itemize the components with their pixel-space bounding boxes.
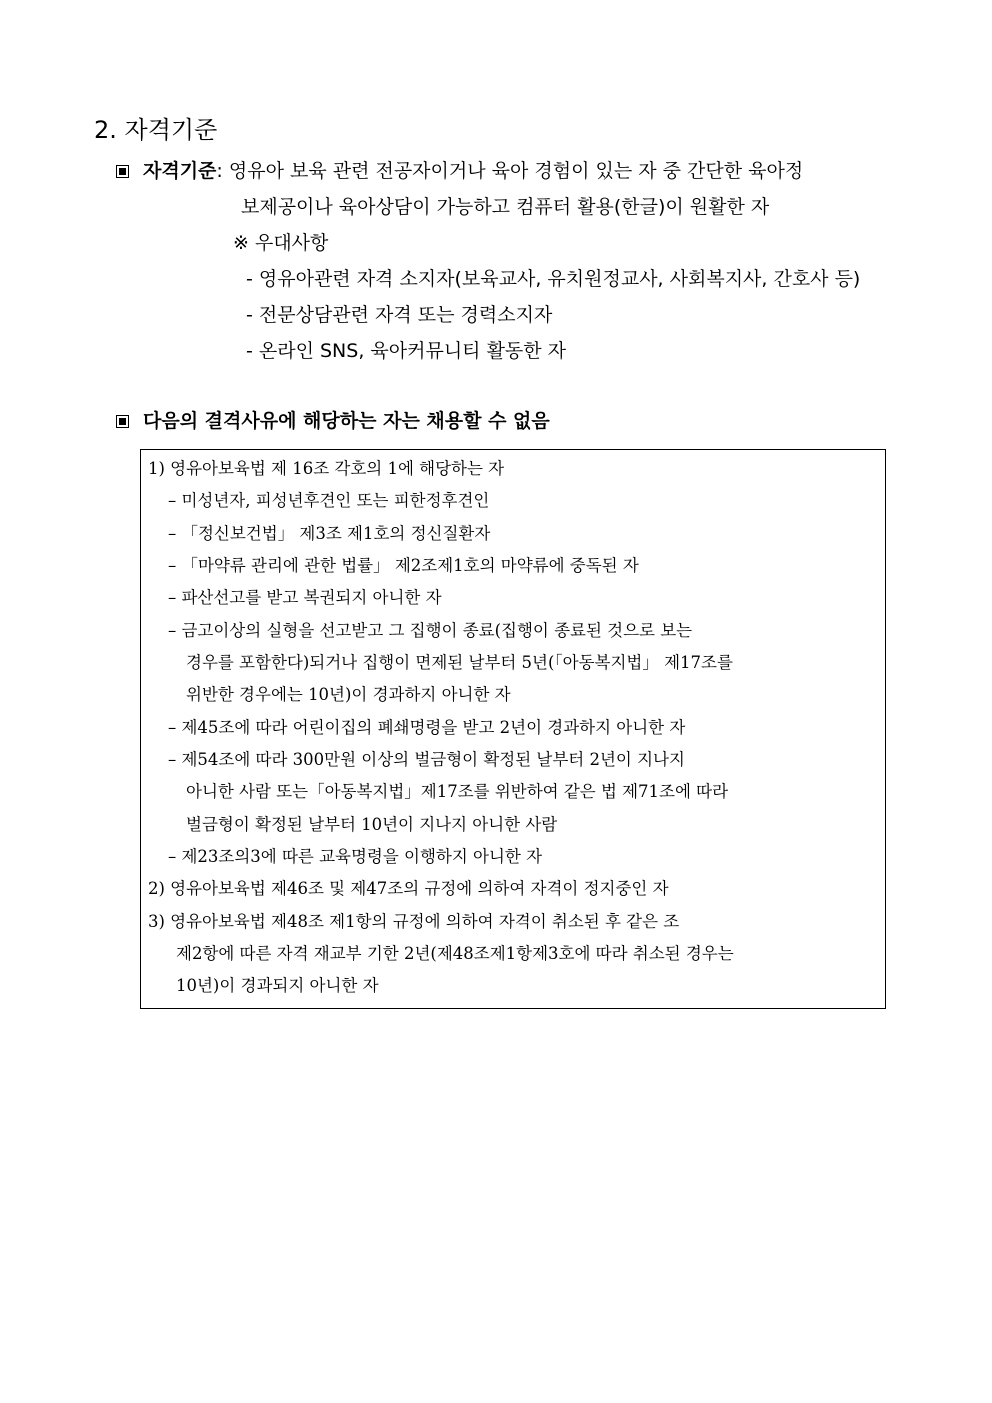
- disqualification-line: 제2항에 따른 자격 재교부 기한 2년(제48조제1항제3호에 따라 취소된 경우는: [176, 944, 734, 963]
- preference-title: ※ 우대사항: [233, 232, 329, 254]
- disqualification-line: 3) 영유아보육법 제48조 제1항의 규정에 의하여 자격이 취소된 후 같은 조: [148, 912, 680, 931]
- qualification-line: [116, 153, 803, 189]
- disqualification-line: 10년)이 경과되지 아니한 자: [176, 976, 379, 995]
- disqualification-title-line: [116, 403, 550, 439]
- square-bullet-icon: [116, 415, 129, 428]
- qualification-colon: :: [216, 160, 223, 182]
- disqualification-line: – 「마약류 관리에 관한 법률」 제2조제1호의 마약류에 중독된 자: [168, 556, 639, 575]
- disqualification-title: 다음의 결격사유에 해당하는 자는 채용할 수 없음: [143, 410, 550, 432]
- qualification-text-2: 보제공이나 육아상담이 가능하고 컴퓨터 활용(한글)이 원활한 자: [241, 196, 770, 218]
- disqualification-line: 벌금형이 확정된 날부터 10년이 지나지 아니한 사람: [186, 815, 558, 834]
- disqualification-line: 2) 영유아보육법 제46조 및 제47조의 규정에 의하여 자격이 정지중인 자: [148, 879, 669, 898]
- disqualification-line: 경우를 포함한다)되거나 집행이 면제된 날부터 5년(「아동복지법」 제17조를: [186, 653, 733, 672]
- disqualification-line: – 파산선고를 받고 복권되지 아니한 자: [168, 588, 442, 607]
- preference-item: - 온라인 SNS, 육아커뮤니티 활동한 자: [246, 340, 567, 362]
- disqualification-line: – 「정신보건법」 제3조 제1호의 정신질환자: [168, 524, 491, 543]
- section-heading: 2. 자격기준: [94, 116, 218, 144]
- qualification-label: 자격기준: [143, 160, 217, 182]
- disqualification-line: 위반한 경우에는 10년)이 경과하지 아니한 자: [186, 685, 511, 704]
- disqualification-line: – 제45조에 따라 어린이집의 폐쇄명령을 받고 2년이 경과하지 아니한 자: [168, 718, 686, 737]
- square-bullet-icon: [116, 165, 129, 178]
- disqualification-line: 아니한 사람 또는「아동복지법」제17조를 위반하여 같은 법 제71조에 따라: [186, 782, 729, 801]
- preference-item: - 영유아관련 자격 소지자(보육교사, 유치원정교사, 사회복지사, 간호사 등): [246, 268, 861, 290]
- disqualification-line: – 금고이상의 실형을 선고받고 그 집행이 종료(집행이 종료된 것으로 보는: [168, 621, 693, 640]
- preference-item: - 전문상담관련 자격 또는 경력소지자: [246, 304, 553, 326]
- qualification-text-1: 영유아 보육 관련 전공자이거나 육아 경험이 있는 자 중 간단한 육아정: [222, 160, 804, 182]
- disqualification-line: – 미성년자, 피성년후견인 또는 피한정후견인: [168, 491, 490, 510]
- disqualification-line: 1) 영유아보육법 제 16조 각호의 1에 해당하는 자: [148, 459, 505, 478]
- disqualification-line: – 제23조의3에 따른 교육명령을 이행하지 아니한 자: [168, 847, 543, 866]
- disqualification-line: – 제54조에 따라 300만원 이상의 벌금형이 확정된 날부터 2년이 지나지: [168, 750, 685, 769]
